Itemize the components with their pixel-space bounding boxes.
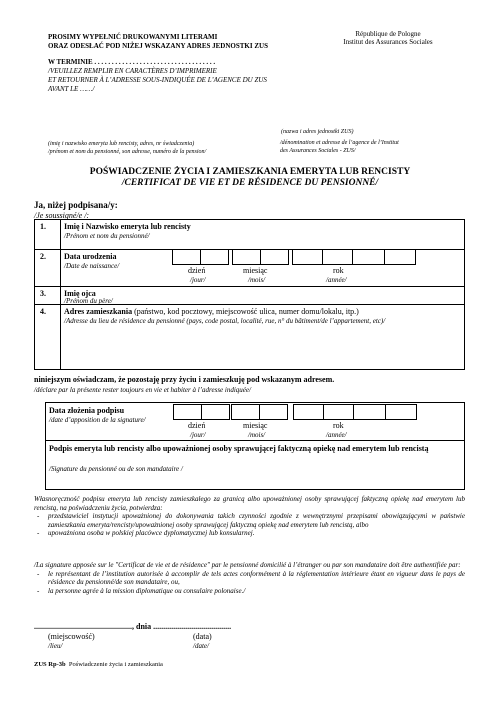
zus-address-label-fr-2: des Assurances Sociales - ZUS/ (280, 148, 356, 154)
date-digit-box[interactable] (259, 404, 288, 420)
pensioner-address-label-fr: /prénom et nom du pensionné, son adresse, numéro de la pension/ (48, 149, 207, 155)
sign-date-label-fr: /date d’apposition de la signature/ (49, 416, 146, 424)
declaration-text: niniejszym oświadczam, że pozostaję przy życiu i zamieszkuję pod wskazanym adresem. (34, 375, 335, 384)
year-label-fr: /année/ (326, 276, 347, 284)
row-number: 4. (40, 307, 46, 316)
row-number: 2. (40, 252, 46, 261)
signature-label: Podpis emeryta lub rencisty albo upoważnionej osoby sprawującej faktyczną opiekę nad emerytem lub rencistą (49, 444, 429, 453)
notes-pl (34, 495, 465, 538)
address-label-bold: Adres zamieszkania (64, 307, 133, 316)
place-label: (miejscowość) (48, 632, 95, 641)
year-label: rok (333, 266, 344, 275)
date-digit-box[interactable] (260, 249, 289, 265)
form-name: Poświadczenie życia i zamieszkania (68, 661, 163, 668)
month-label: miesiąc (243, 266, 268, 275)
place-date-line[interactable]: ................................................., dnia ....................................... (34, 622, 232, 631)
row-divider (34, 286, 465, 287)
table-number-divider (60, 219, 61, 370)
day-label-fr: /jour/ (190, 431, 206, 439)
day-label: dzień (188, 266, 206, 275)
notes-fr (34, 561, 465, 595)
notes-fr-intro: /La signature apposée sur le "Certificat de vie et de résidence" par le pensionné domicilié à l’étranger ou par son mandataire doit être authentifiée par: (34, 561, 461, 569)
year-label-fr: /année/ (326, 431, 347, 439)
date-digit-box[interactable] (200, 249, 229, 265)
date-digit-box[interactable] (322, 249, 353, 265)
footer (34, 661, 163, 669)
date-label-fr: /date/ (193, 642, 209, 650)
row-label-father-name: Imię ojca (64, 289, 96, 298)
date-digit-box[interactable] (201, 404, 230, 420)
pensioner-address-label: (imię i nazwisko emeryta lub rencisty, adres, nr świadczenia) (48, 141, 195, 147)
name-field[interactable] (62, 240, 463, 248)
date-digit-box[interactable] (232, 249, 261, 265)
row-label-father-name-fr: /Prénom du père/ (64, 297, 113, 305)
date-digit-box[interactable] (352, 249, 385, 265)
signature-label-fr: /Signature du pensionné ou de son mandataire / (49, 465, 183, 473)
instruction-fr-2: ET RETOURNER À L’ADRESSE SOUS-INDIQUÉE DE L’AGENCE DU ZUS (48, 76, 267, 84)
deadline-line: W TERMINIE . . . . . . . . . . . . . . . . . . . . . . . . . . . . . . . . . . . (48, 58, 216, 66)
notes-fr-bullet-2: - la personne agrée à la mission diplomatique ou consulaire polonaise./ (34, 587, 465, 596)
sign-date-label: Data złożenia podpisu (49, 406, 125, 415)
instruction-fr-3: AVANT LE ……/ (48, 85, 95, 93)
date-digit-box[interactable] (293, 404, 324, 420)
instruction-line-1: PROSIMY WYPEŁNIĆ DRUKOWANYMI LITERAMI (48, 33, 218, 41)
instruction-line-2: ORAZ ODESŁAĆ POD NIŻEJ WSKAZANY ADRES JEDNOSTKI ZUS (48, 42, 268, 50)
country-name: République de Pologne (355, 30, 421, 38)
date-digit-box[interactable] (173, 404, 202, 420)
month-label-fr: /mois/ (248, 276, 266, 284)
signature-field[interactable] (47, 474, 463, 488)
declaration-text-fr: /déclare par la présente rester toujours en vie et habiter à l’adresse indiquée/ (34, 386, 251, 394)
form-code: ZUS Rp-3b (34, 661, 66, 668)
date-digit-box[interactable] (385, 404, 417, 420)
row-label-birth-date: Data urodzenia (64, 252, 117, 261)
place-label-fr: /lieu/ (48, 642, 63, 650)
row-label-name: Imię i Nazwisko emeryta lub rencisty (64, 222, 191, 231)
row-label-address-fr: /Adresse du lieu de résidence du pensionné (pays, code postal, localité, rue, n° du bâtiment/de l’appartement, etc)/ (64, 317, 386, 325)
row-label-address (64, 307, 462, 317)
signed-label-fr: /Je soussigné/e /: (34, 211, 90, 220)
row-number: 1. (40, 222, 46, 231)
date-digit-box[interactable] (292, 249, 323, 265)
date-digit-box[interactable] (384, 249, 416, 265)
date-digit-box[interactable] (353, 404, 386, 420)
row-label-name-fr: /Prénom et nom du pensionné/ (64, 232, 150, 240)
month-label-fr: /mois/ (248, 431, 266, 439)
day-label-fr: /jour/ (190, 276, 206, 284)
date-digit-box[interactable] (323, 404, 354, 420)
row-label-birth-date-fr: /Date de naissance/ (64, 262, 120, 270)
date-label: (data) (193, 632, 212, 641)
date-digit-box[interactable] (172, 249, 201, 265)
address-field[interactable] (62, 338, 463, 368)
birth-date-boxes[interactable] (172, 249, 416, 265)
month-label: miesiąc (243, 421, 268, 430)
sign-date-boxes[interactable] (173, 404, 417, 420)
address-label-detail: (państwo, kod pocztowy, miejscowość ulica, numer domu/lokalu, itp.) (132, 307, 359, 316)
notes-fr-bullet-1: - le représentant de l’institution autorisée à accomplir de tels actes conformément à la réglementation intérieure étant en vigueur dans le pays de résidence du pensionné/de son mandataire, ou, (34, 570, 465, 587)
year-label: rok (333, 421, 344, 430)
instruction-fr-1: /VEUILLEZ REMPLIR EN CARACTÈRES D’IMPRIMERIE (48, 67, 217, 75)
notes-pl-intro: Własnoręczność podpisu emeryta lub rencisty zamieszkałego za granicą albo upoważnionej osoby sprawującej faktyczną opiekę nad emerytem lub rencistą, na poświadczeniu życia, potwierdza: (34, 495, 465, 512)
zus-address-label-fr-1: /dénomination et adresse de l’agence de l’Institut (280, 140, 399, 146)
document-title-fr: /CERTIFICAT DE VIE ET DE RÉSIDENCE DU PENSIONNÉ/ (121, 178, 379, 188)
row-number: 3. (40, 289, 46, 298)
signature-divider (45, 440, 465, 441)
date-digit-box[interactable] (231, 404, 260, 420)
institution-name: Institut des Assurances Sociales (343, 38, 433, 46)
notes-pl-bullet-2: - upoważniona osoba w polskiej placówce dyplomatycznej lub konsularnej. (34, 529, 465, 538)
zus-address-label: (nazwa i adres jednostki ZUS) (281, 129, 354, 135)
day-label: dzień (188, 421, 206, 430)
notes-pl-bullet-1: - przedstawiciel instytucji upoważnionej do dokonywania takich czynności zgodnie z wewnętrznymi przepisami obowiązującymi w państwie zamieszkania emeryta/rencisty/upoważnionej osoby sprawującej faktyczną opiekę nad emerytem lub rencistą, albo (34, 512, 465, 529)
signed-label: Ja, niżej podpisana/y: (34, 200, 118, 210)
document-title: POŚWIADCZENIE ŻYCIA I ZAMIESZKANIA EMERYTA LUB RENCISTY (89, 167, 411, 177)
